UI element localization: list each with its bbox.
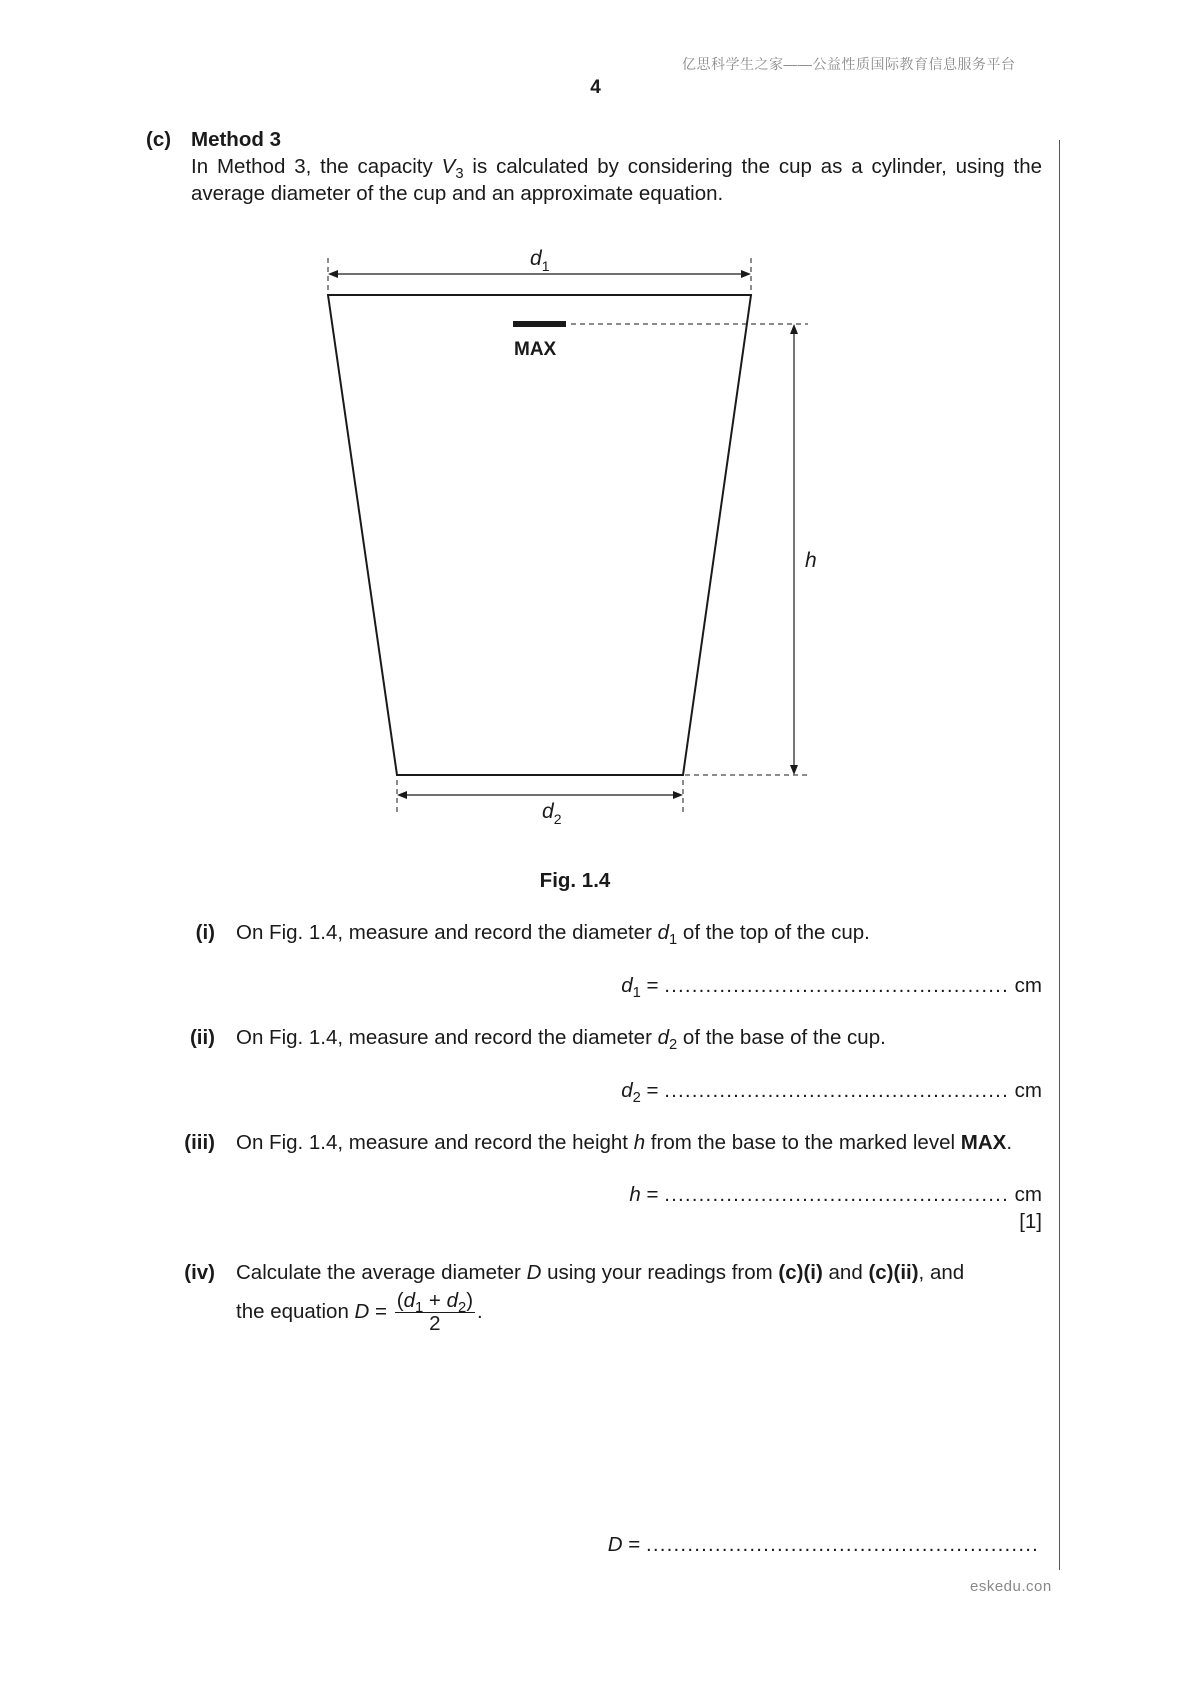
question-label-iv: (iv) [184, 1261, 215, 1284]
header-watermark: 亿思科学生之家——公益性质国际教育信息服务平台 [682, 56, 1016, 72]
question-text-iv: Calculate the average diameter D using your readings from (c)(i) and (c)(ii), and [236, 1261, 965, 1284]
answer-line-D[interactable]: D = ......................................................... [607, 1533, 1039, 1556]
d2-arrowhead-left [397, 791, 407, 799]
equation-fraction: $\frac{(d_1 + d_2)}{2}$ [396, 1289, 474, 1335]
max-mark-bar [513, 321, 566, 327]
marks-iii: [1] [1019, 1210, 1042, 1233]
page-number: 4 [590, 77, 601, 98]
label-max: MAX [514, 339, 557, 360]
label-h: h [805, 549, 817, 572]
question-label-ii: (ii) [189, 1026, 215, 1049]
d1-arrowhead-left [328, 270, 338, 278]
cup-outline [328, 295, 751, 775]
figure-caption: Fig. 1.4 [539, 869, 611, 892]
equation-average-diameter: the equation D = $\frac{(d_1 + d_2)}{2}$ . [236, 1289, 483, 1335]
h-arrowhead-top [790, 324, 798, 334]
question-text-i: On Fig. 1.4, measure and record the diameter $d_1$ of the top of the cup. [236, 921, 870, 949]
section-label: (c) [146, 128, 172, 151]
footer-watermark: eskedu.con [970, 1578, 1052, 1595]
section-title: Method 3 [191, 128, 281, 151]
question-label-iii: (iii) [184, 1131, 215, 1154]
section-intro: In Method 3, the capacity $V_3$ is calculated by considering the cup as a cylinder, using the average diameter of the cup and an approximate equation. [191, 155, 1043, 205]
question-text-iii: On Fig. 1.4, measure and record the height h from the base to the marked level MAX. [236, 1131, 1013, 1154]
question-text-ii: On Fig. 1.4, measure and record the diameter $d_2$ of the base of the cup. [236, 1026, 886, 1054]
label-d1: $d_1$ [530, 247, 550, 274]
answer-line-d1[interactable]: $d_1$ = .................................................. cm [621, 974, 1042, 1002]
answer-line-d2[interactable]: $d_2$ = .................................................. cm [621, 1079, 1042, 1107]
d2-arrowhead-right [673, 791, 683, 799]
h-arrowhead-bottom [790, 765, 798, 775]
answer-line-h[interactable]: h = .................................................. cm [629, 1183, 1042, 1206]
label-d2: $d_2$ [542, 800, 562, 827]
d1-arrowhead-right [741, 270, 751, 278]
question-label-i: (i) [195, 921, 215, 944]
